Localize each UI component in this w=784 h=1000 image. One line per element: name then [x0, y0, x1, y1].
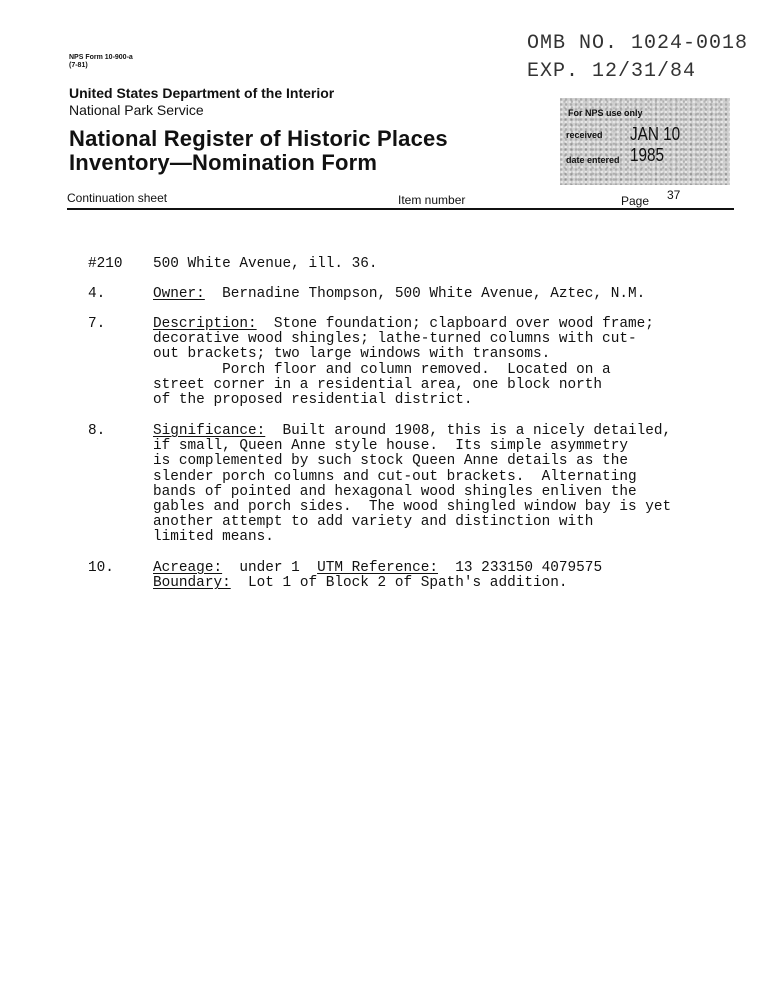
form-number-text: NPS Form 10-900-a	[69, 54, 133, 61]
utm-reference-label: UTM Reference:	[317, 560, 438, 576]
entry-id: #210	[88, 256, 123, 272]
description-line: of the proposed residential district.	[153, 392, 473, 409]
page-number: 37	[667, 188, 681, 202]
form-title-line2: Inventory—Nomination Form	[69, 150, 378, 175]
description-line: street corner in a residential area, one block north	[153, 376, 603, 393]
acreage-section	[153, 561, 602, 591]
page-label: Page	[621, 194, 650, 208]
significance-line: limited means.	[153, 529, 274, 546]
significance-line: another attempt to add variety and distinction with	[153, 514, 594, 531]
significance-line: gables and porch sides. The wood shingled window bay is yet	[153, 499, 672, 516]
significance-line: Built around 1908, this is a nicely detailed,	[265, 423, 672, 439]
received-date-stamp: JAN 10 1985	[630, 124, 681, 165]
acreage-value: under 1	[222, 560, 318, 576]
description-section	[153, 317, 654, 408]
entry-address: 500 White Avenue, ill. 36.	[153, 256, 378, 272]
date-entered-label: date entered	[566, 155, 620, 165]
section-number-owner: 4.	[88, 286, 106, 302]
description-line: Stone foundation; clapboard over wood frame;	[256, 316, 654, 332]
acreage-label: Acreage:	[153, 560, 223, 576]
department-name: United States Department of the Interior	[69, 85, 335, 101]
significance-label: Significance:	[153, 423, 266, 439]
description-line: decorative wood shingles; lathe-turned columns with cut-	[153, 331, 637, 348]
for-nps-use-label: For NPS use only	[568, 108, 643, 118]
significance-line: is complemented by such stock Queen Anne details as the	[153, 453, 628, 470]
form-title-line1: National Register of Historic Places	[69, 126, 448, 151]
significance-line: if small, Queen Anne style house. Its simple asymmetry	[153, 438, 628, 455]
owner-text: Bernadine Thompson, 500 White Avenue, Aztec, N.M.	[204, 286, 646, 302]
nps-use-stamp	[560, 98, 730, 185]
significance-line: bands of pointed and hexagonal wood shingles enliven the	[153, 483, 637, 500]
section-number-description: 7.	[88, 316, 106, 332]
form-number	[69, 54, 133, 70]
description-label: Description:	[153, 316, 257, 332]
owner-section	[153, 287, 645, 302]
continuation-sheet-label: Continuation sheet	[67, 191, 168, 205]
significance-section	[153, 424, 671, 546]
description-line: out brackets; two large windows with transoms.	[153, 346, 551, 363]
description-line: Porch floor and column removed. Located on a	[153, 361, 611, 378]
expiration-date: EXP. 12/31/84	[527, 60, 697, 83]
boundary-label: Boundary:	[153, 575, 231, 592]
form-revision-text: (7-81)	[69, 62, 88, 69]
section-number-acreage: 10.	[88, 560, 114, 576]
received-label: received	[566, 130, 603, 140]
utm-reference-value: 13 233150 4079575	[438, 560, 603, 576]
omb-number: OMB NO. 1024-0018	[527, 32, 749, 55]
header-divider	[67, 208, 734, 210]
boundary-value: Lot 1 of Block 2 of Spath's addition.	[230, 575, 568, 592]
owner-label: Owner:	[153, 286, 205, 302]
item-number-label: Item number	[398, 193, 466, 207]
significance-line: slender porch columns and cut-out brackets. Alternating	[153, 468, 637, 485]
section-number-significance: 8.	[88, 423, 106, 439]
service-name: National Park Service	[69, 102, 204, 118]
